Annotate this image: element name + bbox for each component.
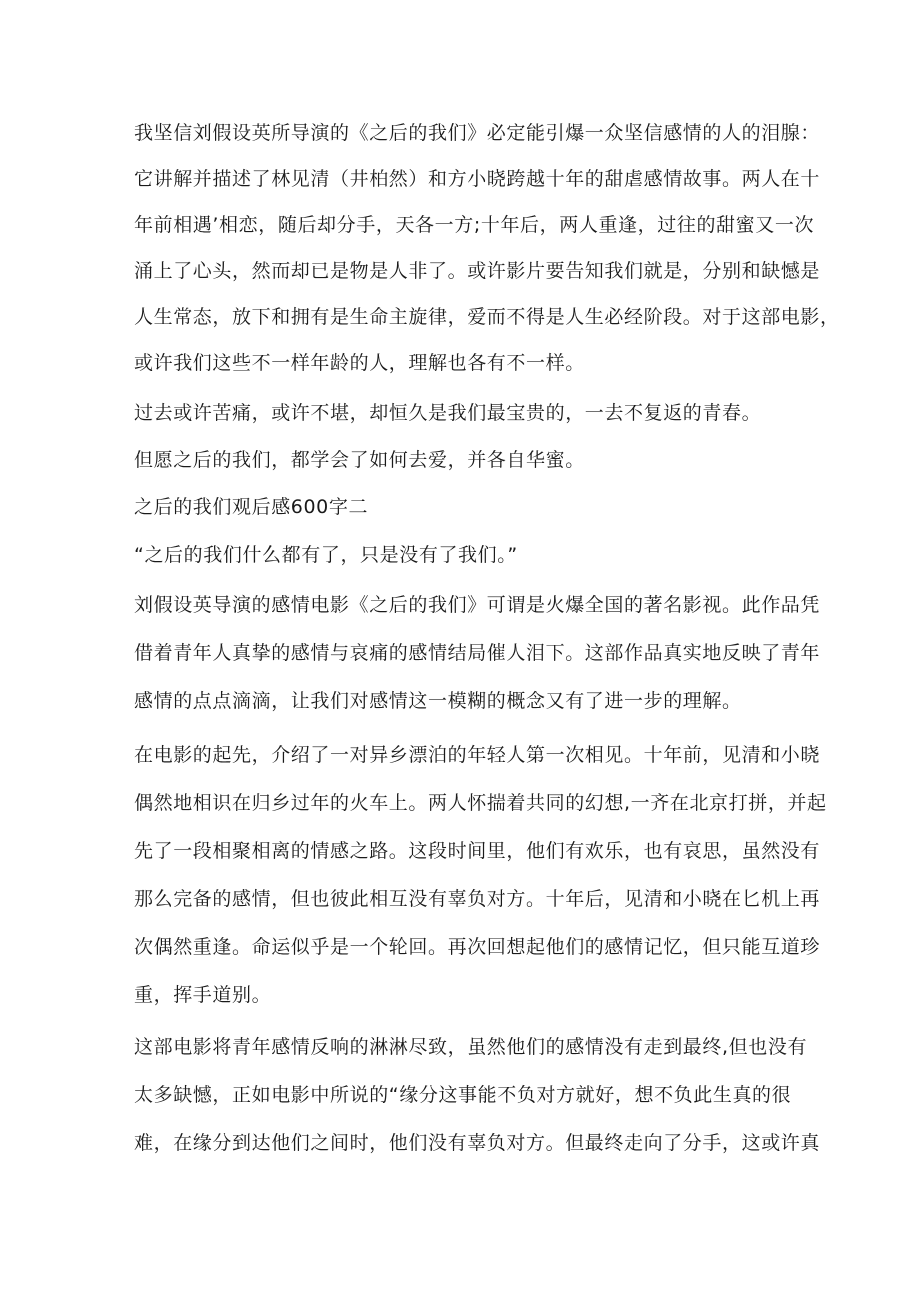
text-line: 刘假设英导演的感情电影《之后的我们》可谓是火爆全国的著名影视。此作品凭 xyxy=(134,594,821,616)
text-line: 难，在缘分到达他们之间时，他们没有辜负对方。但最终走向了分手，这或许真 xyxy=(134,1132,821,1154)
text-line: 之后的我们观后感600字二 xyxy=(134,496,369,518)
text-line: 重，挥手道别。 xyxy=(134,984,272,1006)
text-line: 它讲解并描述了林见清（井柏然）和方小晓跨越十年的甜虐感情故事。两人在十 xyxy=(134,168,821,190)
text-line: 但愿之后的我们，都学会了如何去爱，并各自华蜜。 xyxy=(134,449,585,471)
text-line: 涌上了心头，然而却已是物是人非了。或许影片要告知我们就是，分别和缺憾是 xyxy=(134,260,821,282)
text-line: 或许我们这些不一样年龄的人，理解也各有不一样。 xyxy=(134,352,585,374)
text-line: 先了一段相聚相离的情感之路。这段时间里，他们有欢乐，也有哀思，虽然没有 xyxy=(134,840,821,862)
text-line: 借着青年人真挚的感情与哀痛的感情结局催人泪下。这部作品真实地反映了青年 xyxy=(134,642,821,664)
text-line: 次偶然重逢。命运似乎是一个轮回。再次回想起他们的感情记忆，但只能互道珍 xyxy=(134,936,821,958)
text-line: “之后的我们什么都有了，只是没有了我们。” xyxy=(134,544,518,566)
text-line: 那么完备的感情，但也彼此相互没有辜负对方。十年后，见清和小晓在匕机上再 xyxy=(134,888,821,910)
text-line: 过去或许苦痛，或许不堪，却恒久是我们最宝贵的，一去不复返的青春。 xyxy=(134,402,762,424)
text-line: 感情的点点滴滴，让我们对感情这一模糊的概念又有了进一步的理解。 xyxy=(134,690,742,712)
text-line: 我坚信刘假设英所导演的《之后的我们》必定能引爆一众坚信感情的人的泪腺： xyxy=(134,122,821,144)
text-line: 太多缺憾，正如电影中所说的“缘分这事能不负对方就好，想不负此生真的很 xyxy=(134,1084,792,1106)
text-line: 人生常态，放下和拥有是生命主旋律，爱而不得是人生必经阶段。对于这部电影， xyxy=(134,306,840,328)
text-line: 在电影的起先，介绍了一对异乡漂泊的年轻人第一次相见。十年前，见清和小晓 xyxy=(134,744,821,766)
text-line: 这部电影将青年感情反响的淋淋尽致，虽然他们的感情没有走到最终,但也没有 xyxy=(134,1036,808,1058)
text-line: 年前相遇’相恋，随后却分手，天各一方;十年后，两人重逢，过往的甜蜜又一次 xyxy=(134,214,815,236)
text-line: 偶然地相识在归乡过年的火车上。两人怀揣着共同的幻想,一齐在北京打拼，并起 xyxy=(134,792,827,814)
